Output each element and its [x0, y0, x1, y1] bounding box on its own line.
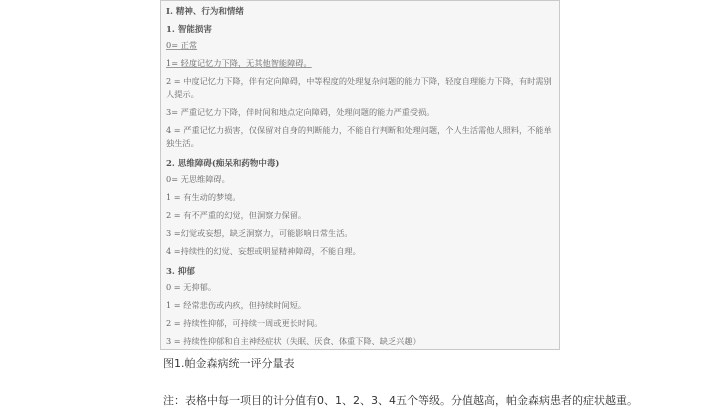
scanned-table-image [160, 0, 560, 350]
score-item: 4 =持续性的幻觉、妄想或明显精神障碍，不能自理。 [166, 246, 361, 256]
score-item: 3 = 持续性抑郁和自主神经症状（失眠、厌食、体重下降、缺乏兴趣） [166, 336, 421, 346]
score-item: 0= 正常 [166, 40, 198, 50]
score-item: 2 = 有不严重的幻觉，但洞察力保留。 [166, 210, 307, 220]
score-item: 4 = 严重记忆力损害，仅保留对自身的判断能力，不能自行判断和处理问题，个人生活需他人照料，不能单独生活。 [166, 125, 552, 148]
score-item: 2 = 持续性抑郁，可持续一周或更长时间。 [166, 318, 323, 328]
score-item: 3 =幻觉或妄想，缺乏洞察力，可能影响日常生活。 [166, 228, 353, 238]
section-title-thought: 2. 思维障碍(痴呆和药物中毒) [166, 159, 280, 169]
scan-content [166, 3, 554, 350]
score-item: 2 = 中度记忆力下降，伴有定向障碍，中等程度的处理复杂问题的能力下降，轻度自理能力下降，有时需别人提示。 [166, 76, 552, 99]
score-item: 1= 轻度记忆力下降，无其他智能障碍。 [166, 58, 312, 68]
score-item: 0= 无思维障碍。 [166, 174, 230, 184]
score-item: 1 = 经常悲伤或内疚，但持续时间短。 [166, 300, 307, 310]
figure-caption: 图1.帕金森病统一评分量表 [163, 357, 295, 370]
section-title-cognitive: 1. 智能损害 [166, 25, 212, 35]
footnote: 注：表格中每一项目的计分值有0、1、2、3、4五个等级。分值越高，帕金森病患者的症状越重。 [163, 394, 638, 407]
score-item: 1 = 有生动的梦境。 [166, 192, 241, 202]
score-item: 0 = 无抑郁。 [166, 282, 217, 292]
score-item: 3= 严重记忆力下降，伴时间和地点定向障碍，处理问题的能力严重受损。 [166, 107, 435, 117]
section-title-depression: 3. 抑郁 [166, 267, 195, 277]
scan-heading: I. 精神、行为和情绪 [166, 7, 244, 17]
